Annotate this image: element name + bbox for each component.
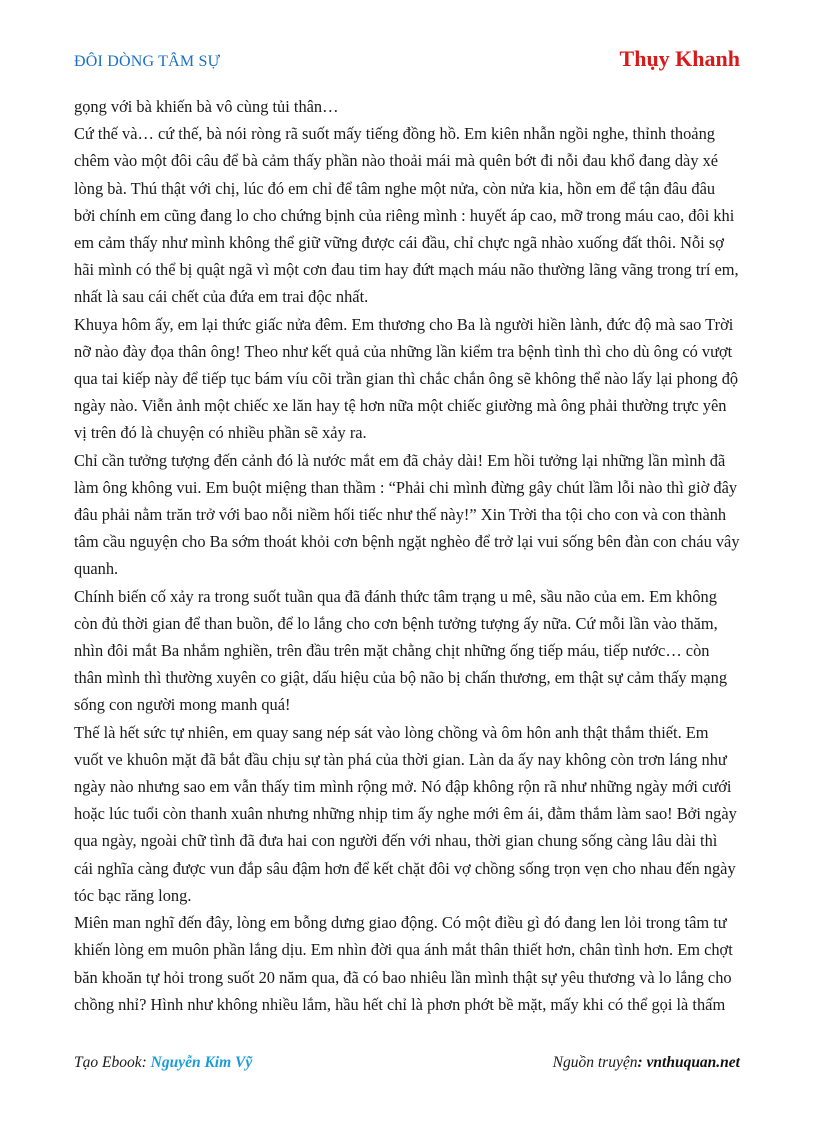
source-site: vnthuquan.net [646, 1054, 740, 1071]
paragraph: Chỉ cần tưởng tượng đến cảnh đó là nước mắt em đã chảy dài! Em hồi tưởng lại những lần mình đã làm ông không vui. Em buột miệng than thầm : “Phải chi mình đừng gây chút lầm lỗi nào thì giờ đây đâu phải nằm trăn trở với bao nỗi niềm hối tiếc như thế này!” Xin Trời tha tội cho con và con thành tâm cầu nguyện cho Ba sớm thoát khỏi cơn bệnh ngặt nghèo để trở lại vui sống bên đàn con cháu vây quanh. [74, 450, 740, 579]
paragraph: Chính biến cố xảy ra trong suốt tuần qua đã đánh thức tâm trạng u mê, sầu não của em. Em không còn đủ thời gian để than buồn, để lo lắng cho cơn bệnh tưởng tượng ấy nữa. Cứ mỗi lần vào thăm, nhìn đôi mắt Ba nhắm nghiền, trên đầu trên mặt chằng chịt những ống tiếp máu, tiếp nước… còn thân mình thì thường xuyên co giật, dấu hiệu của bộ não bị chấn thương, em thật sự cảm thấy mạng sống con người mong manh quá! [74, 586, 728, 715]
ebook-credit: Tạo Ebook: Nguyễn Kim Vỹ [74, 1054, 253, 1071]
paragraph: Khuya hôm ấy, em lại thức giấc nửa đêm. Em thương cho Ba là người hiền lành, đức độ mà sao Trời nỡ nào đày đọa thân ông! Theo như kết quả của những lần kiểm tra bệnh tình thì cho dù ông có vượt qua tai kiếp này để tiếp tục bám víu cõi trần gian thì chắc chắn ông sẽ không thể nào lấy lại phong độ ngày nào. Viễn ảnh một chiếc xe lăn hay tệ hơn nữa một chiếc giường mà ông phải thường trực yên vị trên đó là chuyện có nhiều phần sẽ xảy ra. [74, 314, 739, 443]
source-label: Nguồn truyện [552, 1054, 638, 1071]
paragraph: Cứ thế và… cứ thế, bà nói ròng rã suốt mấy tiếng đồng hồ. Em kiên nhẫn ngồi nghe, thỉnh thoảng chêm vào một đôi câu để bà cảm thấy phần nào thoải mái mà quên bớt đi nỗi đau khổ đang dày xé lòng bà. Thú thật với chị, lúc đó em chỉ để tâm nghe một nửa, còn nửa kia, hồn em để tận đâu đâu bởi chính em cũng đang lo cho chứng bịnh của riêng mình : huyết áp cao, mỡ trong máu cao, đôi khi em cảm thấy như mình không thể giữ vững được cái đầu, chỉ chực ngã nhào xuống đất thôi. Nỗi sợ hãi mình có thể bị quật ngã vì một cơn đau tim hay đứt mạch máu não thường lãng vãng trong trí em, nhất là sau cái chết của đứa em trai độc nhất. [74, 124, 739, 307]
source-credit: Nguồn truyện: vnthuquan.net [552, 1054, 740, 1071]
section-title: ĐÔI DÒNG TÂM SỰ [74, 53, 221, 70]
ebook-label: Tạo Ebook [74, 1054, 142, 1071]
page-footer [74, 1054, 740, 1076]
paragraph: gọng với bà khiến bà vô cùng tủi thân… [74, 97, 339, 116]
ebook-creator: Nguyễn Kim Vỹ [150, 1054, 253, 1071]
page-header [74, 46, 740, 76]
story-body [74, 93, 740, 1018]
author-name: Thụy Khanh [619, 46, 740, 71]
paragraph: Thế là hết sức tự nhiên, em quay sang nép sát vào lòng chồng và ôm hôn anh thật thắm thiết. Em vuốt ve khuôn mặt đã bắt đầu chịu sự tàn phá của thời gian. Làn da ấy nay không còn trơn láng như ngày nào nhưng sao em vẫn thấy tim mình rộng mở. Nó đập không rộn rã như những ngày mới cưới hoặc lúc tuổi còn thanh xuân nhưng những nhịp tim ấy nghe mới êm ái, đằm thắm làm sao! Bởi ngày qua ngày, ngoài chữ tình đã đưa hai con người đến với nhau, thời gian chung sống càng lâu dài thì cái nghĩa càng được vun đắp sâu đậm hơn để kết chặt đôi vợ chồng sống trọn vẹn cho nhau đến ngày tóc bạc răng long. [74, 722, 737, 905]
paragraph: Miên man nghĩ đến đây, lòng em bỗng dưng giao động. Có một điều gì đó đang len lỏi trong tâm tư khiến lòng em muôn phần lắng dịu. Em nhìn đời qua ánh mắt thân thiết hơn, chân tình hơn. Em chợt băn khoăn tự hỏi trong suốt 20 năm qua, đã có bao nhiêu lần mình thật sự yêu thương và lo lắng cho chồng nhỉ? Hình như không nhiều lắm, hầu hết chỉ là phơn phớt bề mặt, mấy khi có thể gọi là thấm [74, 913, 733, 1014]
